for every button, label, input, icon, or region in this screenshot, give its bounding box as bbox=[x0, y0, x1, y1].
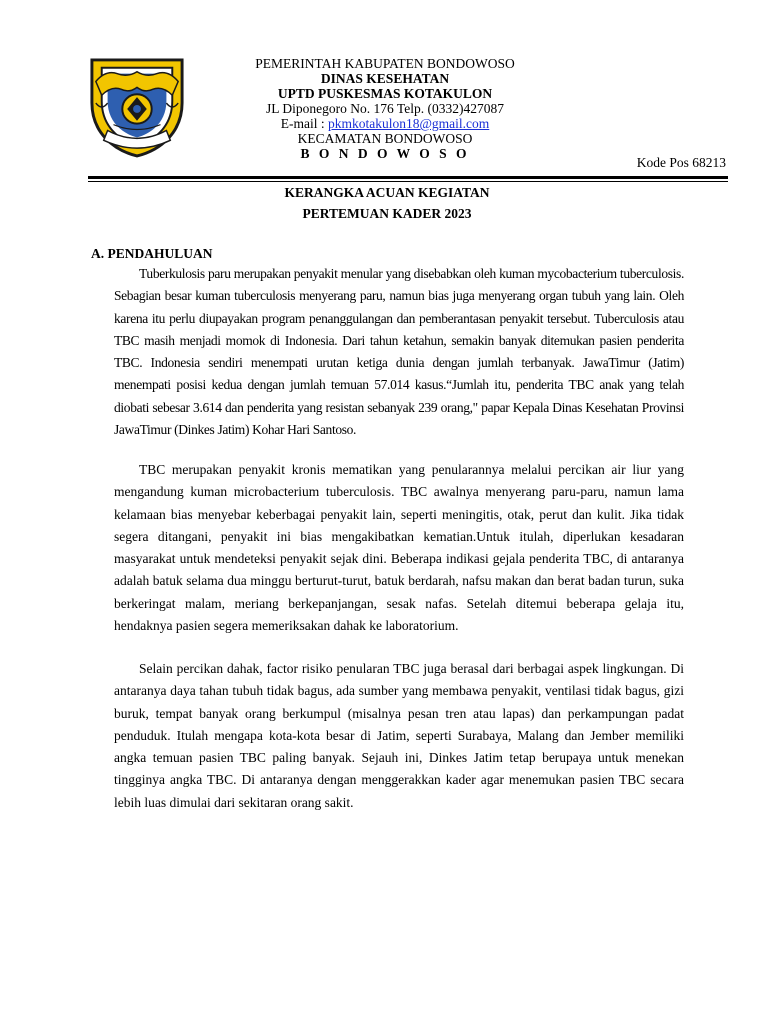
section-heading-pendahuluan: A. PENDAHULUAN bbox=[91, 246, 213, 261]
email-link[interactable]: pkmkotakulon18@gmail.com bbox=[327, 116, 490, 131]
email-label: E-mail : bbox=[280, 116, 328, 131]
paragraph-1: Tuberkulosis paru merupakan penyakit menular yang disebabkan oleh kuman mycobacterium tuberculosis. Sebagian besar kuman tuberculosis menyerang paru, namun bias juga menyerang organ tubuh yang lain. Oleh karena itu perlu diupayakan program penanggulangan dan pemberantasan penyakit tersebut. Tuberculosis atau TBC masih menjadi momok di Indonesia. Dari tahun ketahun, semakin banyak ditemukan pasien penderita TBC. Indonesia sendiri menempati urutan ketiga dunia dengan jumlah terbanyak. JawaTimur (Jatim) menempati posisi kedua dengan jumlah temuan 57.014 kasus.“Jumlah itu, penderita TBC anak yang telah diobati sebesar 3.614 dan penderita yang resistan sebanyak 239 orang," papar Kepala Dinas Kesehatan Provinsi JawaTimur (Dinkes Jatim) Kohar Hari Santoso. bbox=[114, 266, 684, 438]
paragraph-3: Selain percikan dahak, factor risiko penularan TBC juga berasal dari berbagai aspek lingkungan. Di antaranya daya tahan tubuh tidak bagus, ada sumber yang membawa penyakit, ventilasi tidak bagus, gizi buruk, tempat banyak orang berkumpul (misalnya pesan tren atau lapas) dan perkampungan padat penduduk. Itulah mengapa kota-kota besar di Jatim, seperti Surabaya, Malang dan Jember memiliki angka temuan pasien TBC paling banyak. Sejauh ini, Dinkes Jatim tetap berupaya untuk menekan tingginya angka TBC. Di antaranya dengan menggerakkan kader agar menemukan pasien TBC secara lebih luas dimulai dari sekitaran orang sakit. bbox=[114, 661, 684, 810]
letterhead-institution: UPTD PUSKESMAS KOTAKULON bbox=[277, 86, 493, 101]
letterhead-department: DINAS KESEHATAN bbox=[320, 71, 450, 86]
postal-code: Kode Pos 68213 bbox=[636, 155, 726, 170]
paragraph-2: TBC merupakan penyakit kronis mematikan yang penularannya melalui percikan air liur yang mengandung kuman microbacterium tuberculosis. TBC awalnya menyerang paru-paru, namun lama kelamaan bias menyebar keberbagai penyakit lain, seperti meningitis, otak, perut dan kulit. Jika tidak segera ditangani, penyakit ini bias mengakibatkan kematian.Untuk itulah, diperlukan kesadaran masyarakat untuk mendeteksi penyakit sejak dini. Beberapa indikasi gejala penderita TBC, di antaranya adalah batuk selama dua minggu berturut-turut, batuk berdarah, nafsu makan dan berat badan turun, suka berkeringat malam, meriang berkepanjangan, sesak nafas. Setelah ditemui beberapa gelaja itu, hendaknya pasien segera memeriksakan dahak ke laboratorium. bbox=[114, 462, 684, 634]
letterhead-city: B O N D O W O S O bbox=[300, 146, 470, 161]
letterhead-email-row bbox=[230, 116, 540, 132]
emblem-icon bbox=[88, 52, 186, 160]
bondowoso-emblem-logo bbox=[88, 52, 186, 160]
letterhead-divider-thin bbox=[88, 181, 728, 182]
letterhead-district: KECAMATAN BONDOWOSO bbox=[297, 131, 473, 146]
document-title: KERANGKA ACUAN KEGIATAN bbox=[284, 185, 490, 200]
letterhead-address: JL Diponegoro No. 176 Telp. (0332)427087 bbox=[266, 101, 504, 116]
letterhead-government: PEMERINTAH KABUPATEN BONDOWOSO bbox=[255, 56, 515, 71]
letterhead-divider-thick bbox=[88, 176, 728, 179]
document-subtitle: PERTEMUAN KADER 2023 bbox=[302, 206, 472, 221]
